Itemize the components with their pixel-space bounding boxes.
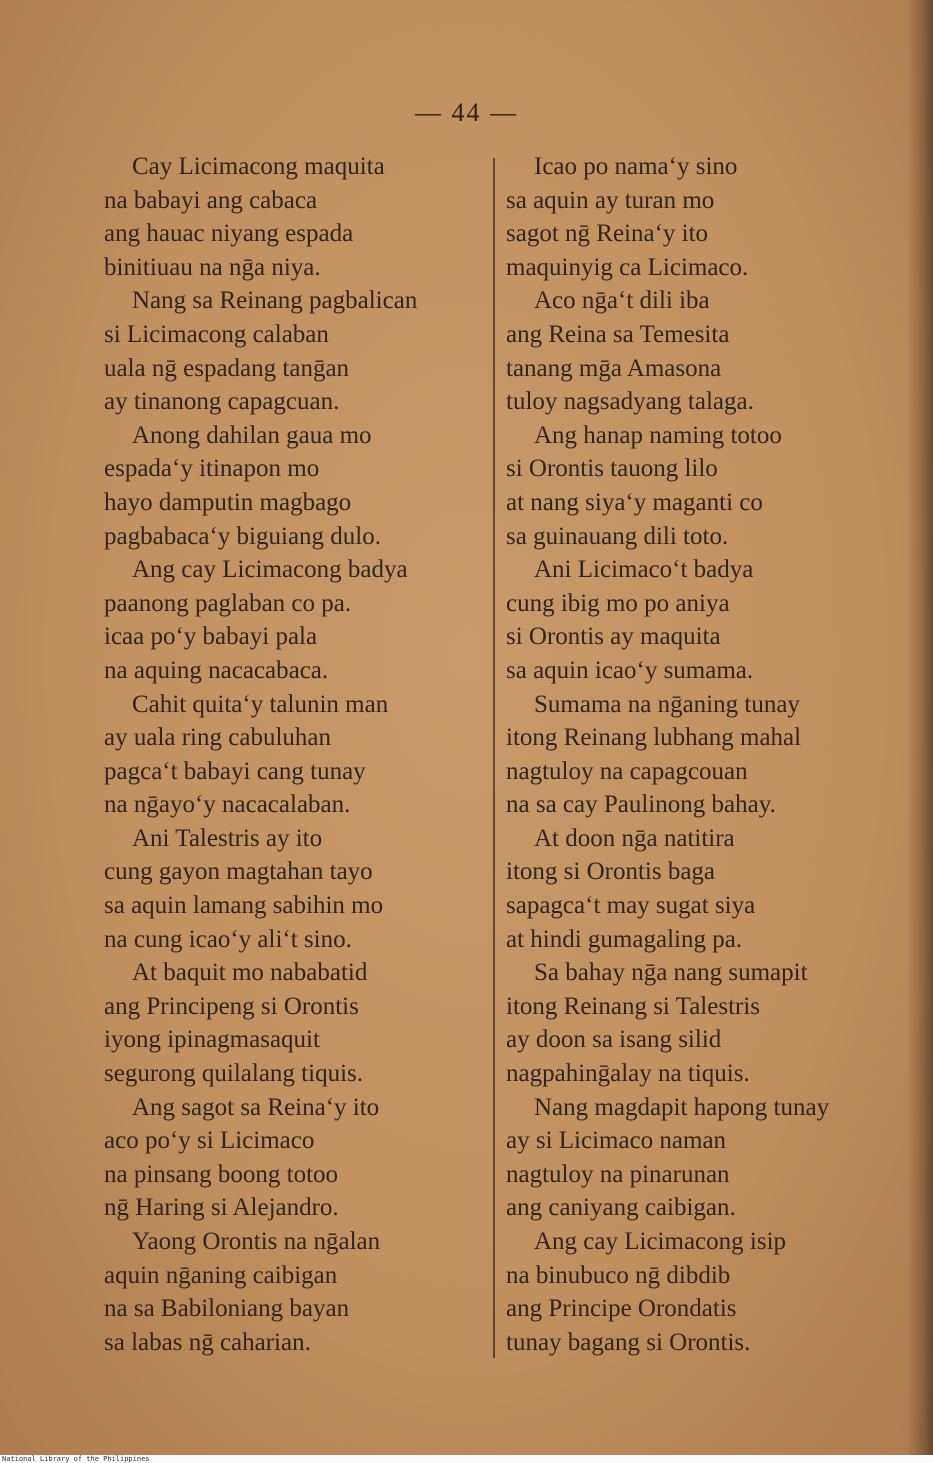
right-column	[506, 150, 896, 1359]
right-verse-line: sa aquin icao‘y sumama.	[506, 656, 754, 684]
right-verse-line: sagot nḡ Reina‘y ito	[506, 220, 709, 248]
left-verse-line: Cahit quita‘y talunin man	[132, 690, 389, 718]
right-verse-line: Icao po nama‘y sino	[534, 153, 738, 180]
right-verse-line: nagtuloy na capagcouan	[506, 757, 748, 785]
right-verse-line: ay si Licimaco naman	[506, 1127, 727, 1155]
left-verse-line: At baquit mo nababatid	[132, 959, 368, 987]
right-verse-line: At doon nḡa natitira	[534, 824, 735, 852]
left-verse-line: aco po‘y si Licimaco	[104, 1127, 315, 1155]
left-verse-line: sa labas nḡ caharian.	[104, 1328, 311, 1356]
right-verse-line: ay doon sa isang silid	[506, 1026, 722, 1054]
left-verse-line: Yaong Orontis na nḡalan	[132, 1228, 381, 1255]
left-verse-line: ang hauac niyang espada	[104, 220, 354, 248]
right-verse-line: sa guinauang dili toto.	[506, 522, 729, 550]
left-verse-line: Anong dahilan gaua mo	[132, 421, 372, 449]
right-verse-line: ang caniyang caibigan.	[506, 1194, 736, 1222]
left-verse-line: pagbabaca‘y biguiang dulo.	[104, 522, 381, 550]
left-verse-line: ang Principeng si Orontis	[104, 992, 359, 1020]
left-verse-line: binitiuau na nḡa niya.	[104, 253, 321, 281]
left-verse-line: na sa Babiloniang bayan	[104, 1295, 350, 1323]
left-verse-line: ay tinanong capagcuan.	[104, 388, 340, 416]
right-verse-line: Aco nḡa‘t dili iba	[534, 287, 710, 315]
left-verse-line: ay uala ring cabuluhan	[104, 724, 331, 752]
right-verse-line: nagtuloy na pinarunan	[506, 1160, 730, 1188]
left-verse-line: Ang cay Licimacong badya	[132, 556, 408, 584]
right-verse-line: na binubuco nḡ dibdib	[506, 1261, 731, 1289]
left-verse-line: cung gayon magtahan tayo	[104, 858, 373, 886]
column-divider	[493, 158, 495, 1358]
left-verse-line: Ani Talestris ay ito	[132, 824, 323, 852]
left-verse-line: uala nḡ espadang tanḡan	[104, 354, 350, 382]
right-verse-line: at hindi gumagaling pa.	[506, 925, 743, 953]
left-verse-line: pagca‘t babayi cang tunay	[104, 757, 366, 785]
right-verse-line: tunay bagang si Orontis.	[506, 1328, 751, 1356]
right-verse-line: itong Reinang si Talestris	[506, 992, 761, 1020]
left-verse-line: na cung icao‘y ali‘t sino.	[104, 925, 352, 953]
page-edge-shadow	[907, 0, 933, 1455]
left-verse-line: Nang sa Reinang pagbalican	[132, 287, 418, 315]
footer-credit: National Library of the Philippines	[2, 1455, 150, 1463]
right-verse-line: na sa cay Paulinong bahay.	[506, 791, 776, 819]
right-verse-line: si Orontis tauong lilo	[506, 455, 718, 483]
right-verse-line: Ani Licimaco‘t badya	[534, 556, 754, 584]
page-number: — 44 —	[415, 98, 518, 127]
left-verse-line: na pinsang boong totoo	[104, 1160, 339, 1188]
left-verse-line: si Licimacong calaban	[104, 320, 329, 348]
right-verse-line: at nang siya‘y maganti co	[506, 488, 763, 516]
left-verse-line: sa aquin lamang sabihin mo	[104, 892, 384, 920]
right-verse-line: tuloy nagsadyang talaga.	[506, 388, 754, 416]
right-verse-line: Nang magdapit hapong tunay	[534, 1093, 830, 1121]
left-verse-line: na aquing nacacabaca.	[104, 656, 329, 684]
right-verse-line: sa aquin ay turan mo	[506, 186, 715, 214]
left-verse-line: paanong paglaban co pa.	[104, 589, 352, 617]
left-verse-line: aquin nḡaning caibigan	[104, 1261, 338, 1289]
right-verse-line: si Orontis ay maquita	[506, 623, 721, 651]
left-verse-line: iyong ipinagmasaquit	[104, 1026, 320, 1054]
right-verse-line: Ang cay Licimacong isip	[534, 1228, 787, 1255]
right-verse-line: sapagca‘t may sugat siya	[506, 892, 756, 920]
right-verse-line: ang Reina sa Temesita	[506, 320, 730, 348]
right-verse-line: Sa bahay nḡa nang sumapit	[534, 959, 808, 987]
right-verse-line: nagpahinḡalay na tiquis.	[506, 1060, 750, 1088]
right-verse-line: itong si Orontis baga	[506, 858, 716, 886]
left-verse-line: espada‘y itinapon mo	[104, 455, 320, 483]
right-verse-line: Sumama na nḡaning tunay	[534, 690, 800, 718]
left-verse-line: Cay Licimacong maquita	[132, 153, 385, 180]
right-verse-line: cung ibig mo po aniya	[506, 589, 730, 617]
left-verse-line: segurong quilalang tiquis.	[104, 1060, 363, 1088]
left-verse-line: Ang sagot sa Reina‘y ito	[132, 1093, 380, 1121]
right-verse-line: maquinyig ca Licimaco.	[506, 253, 749, 281]
left-verse-line: na nḡayo‘y nacacalaban.	[104, 791, 351, 819]
left-verse-line: na babayi ang cabaca	[104, 186, 318, 214]
left-verse-line: hayo damputin magbago	[104, 488, 352, 516]
left-column	[104, 150, 476, 1359]
left-verse-line: icaa po‘y babayi pala	[104, 623, 318, 651]
right-verse-line: Ang hanap naming totoo	[534, 421, 782, 449]
right-verse-line: ang Principe Orondatis	[506, 1295, 737, 1323]
right-verse-line: tanang mḡa Amasona	[506, 354, 722, 382]
left-verse-line: nḡ Haring si Alejandro.	[104, 1194, 339, 1222]
right-verse-line: itong Reinang lubhang mahal	[506, 724, 802, 752]
